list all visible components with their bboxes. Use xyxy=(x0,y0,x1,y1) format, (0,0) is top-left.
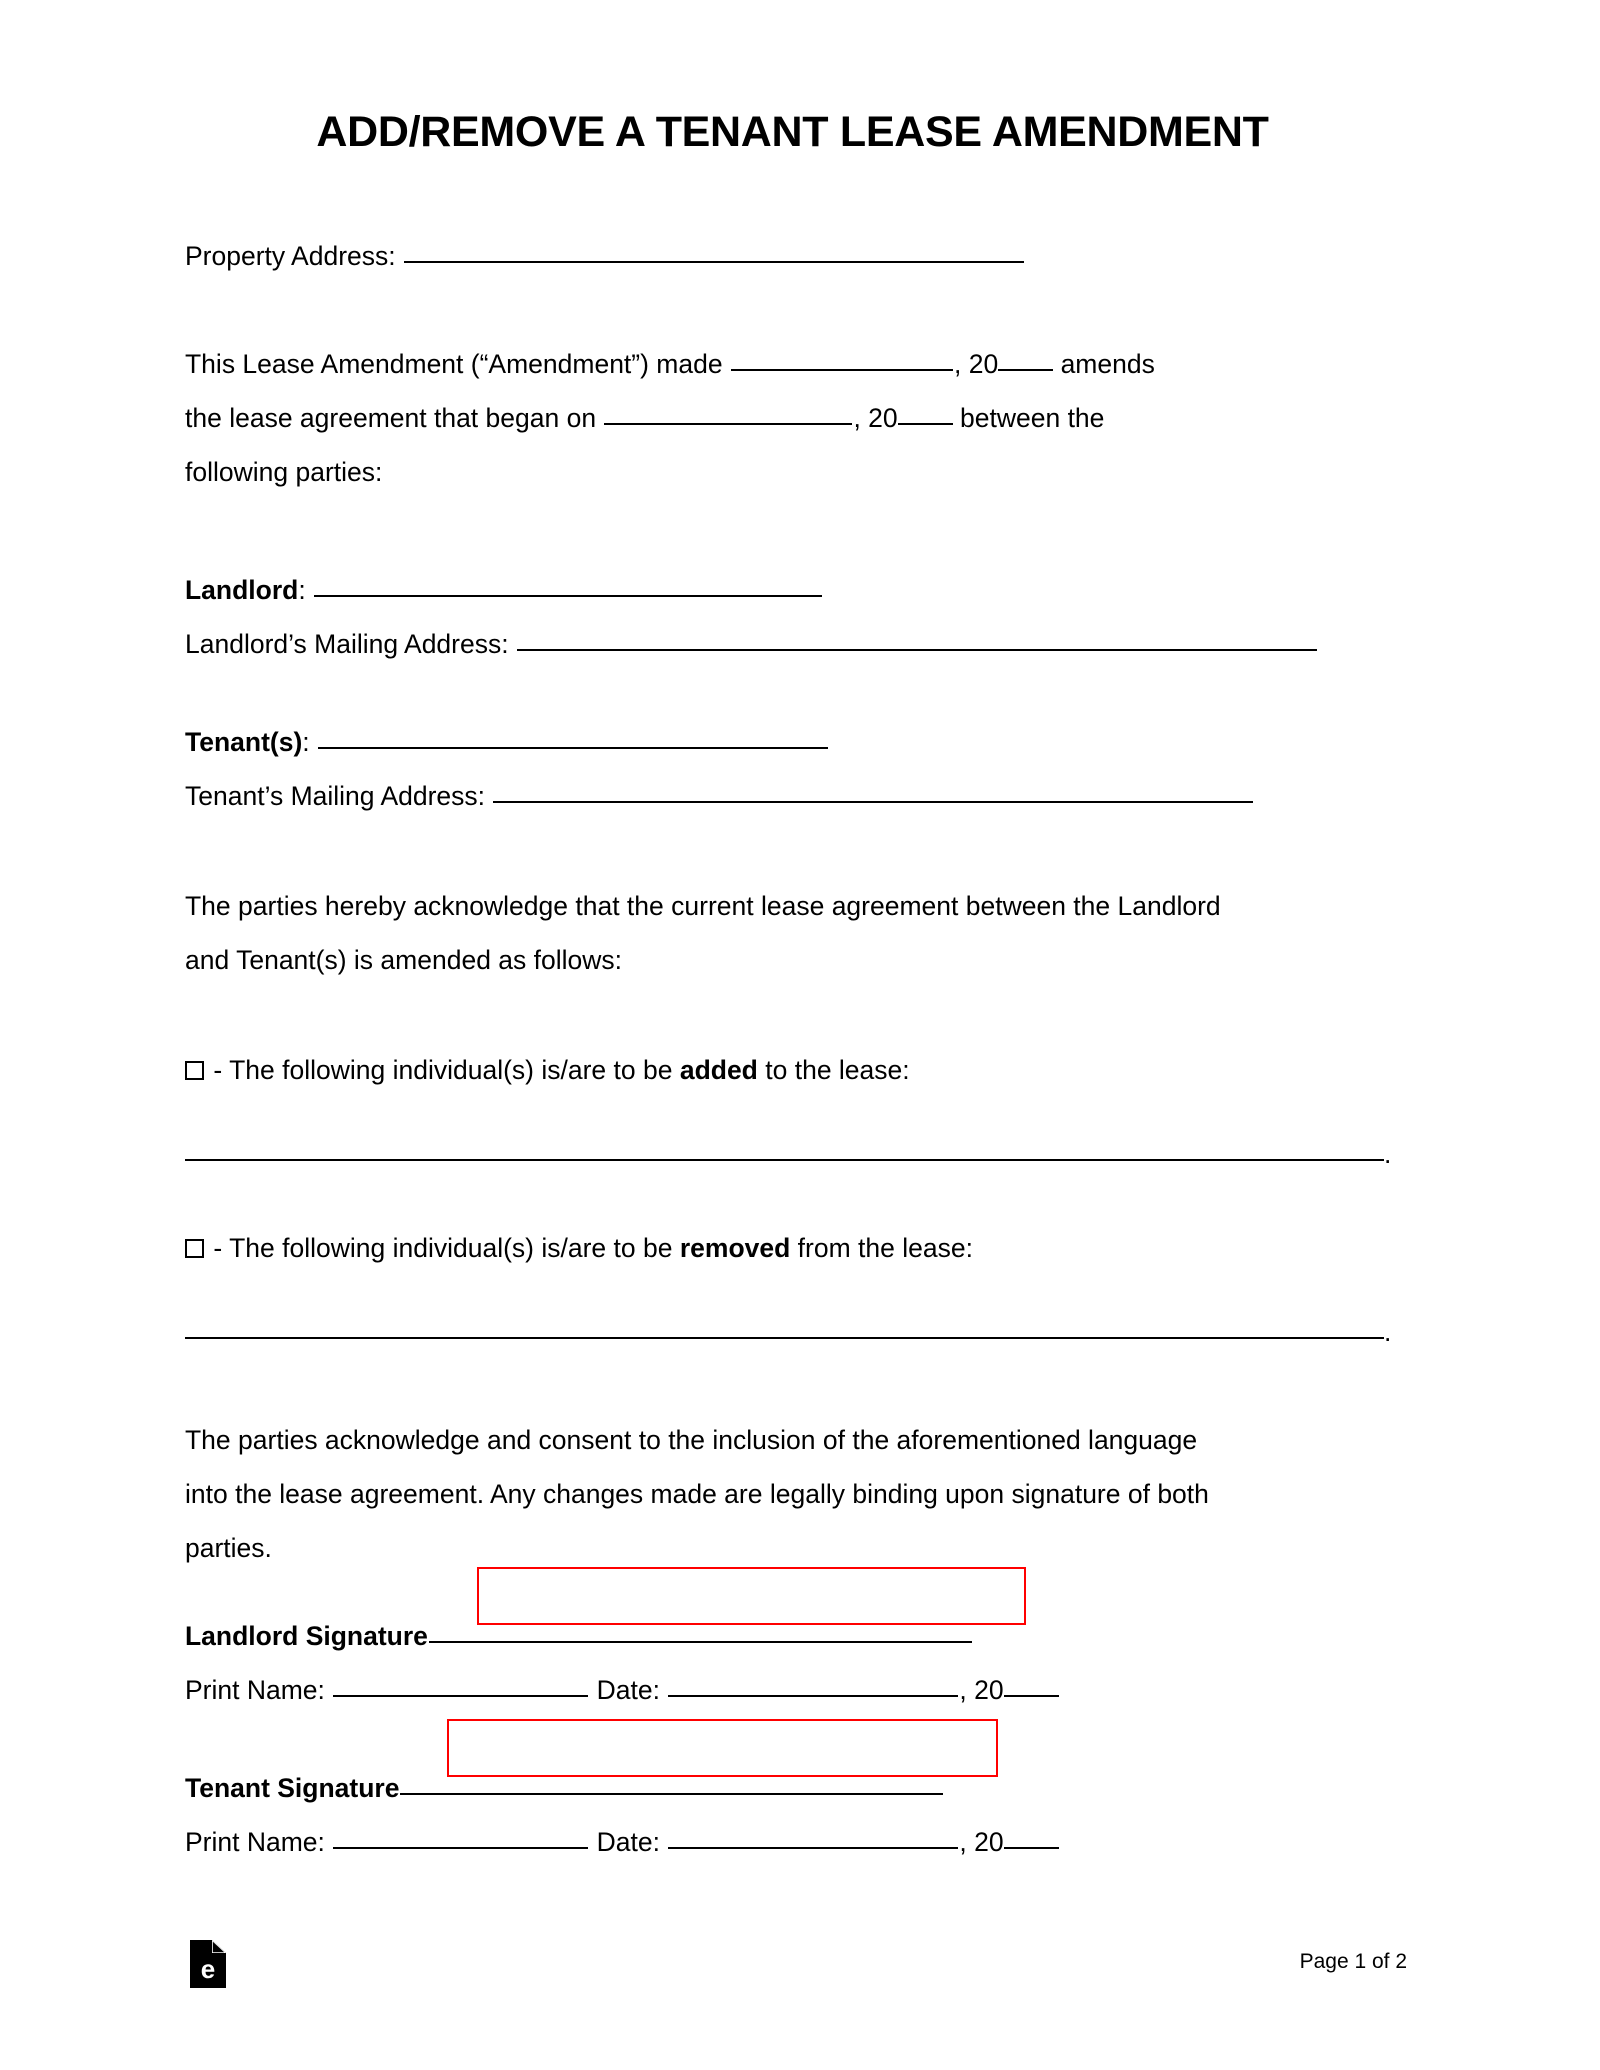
intro-line-2-text-b: , 20 xyxy=(853,403,898,434)
landlord-name-blank[interactable] xyxy=(314,575,822,597)
acknowledgement-line-1: The parties hereby acknowledge that the current lease agreement between the Landlord xyxy=(185,891,1221,922)
tenant-signature-field[interactable] xyxy=(447,1719,998,1777)
option-added-emphasis: added xyxy=(679,1055,758,1086)
landlord-row xyxy=(185,563,1400,617)
lease-start-year-blank[interactable] xyxy=(898,403,953,425)
option-added-fill-blank[interactable] xyxy=(185,1139,1384,1161)
option-removed-terminator: . xyxy=(1384,1317,1392,1348)
option-removed-emphasis: removed xyxy=(679,1233,791,1264)
landlord-print-date-row xyxy=(185,1663,1400,1717)
option-added-fill-row xyxy=(185,1127,1400,1181)
page-footer xyxy=(0,1920,1600,2070)
option-added-suffix: to the lease: xyxy=(765,1055,910,1086)
landlord-year-prefix: , 20 xyxy=(959,1675,1004,1706)
option-added-row xyxy=(185,1043,1400,1097)
acknowledgement-paragraph xyxy=(185,879,1400,987)
landlord-print-name-blank[interactable] xyxy=(333,1675,588,1697)
landlord-date-label: Date: xyxy=(596,1675,660,1706)
intro-line-3-text: following parties: xyxy=(185,457,383,488)
spacer xyxy=(185,823,1400,879)
intro-line-1-text-a: This Lease Amendment (“Amendment”) made xyxy=(185,349,723,380)
intro-paragraph xyxy=(185,337,1400,499)
eforms-logo-icon[interactable] xyxy=(190,1940,226,1988)
tenant-year-blank[interactable] xyxy=(1004,1827,1059,1849)
intro-line-2-text-c: between the xyxy=(960,403,1105,434)
landlord-colon: : xyxy=(298,575,306,606)
option-removed-row xyxy=(185,1221,1400,1275)
tenant-mailing-row xyxy=(185,769,1400,823)
tenant-print-name-blank[interactable] xyxy=(333,1827,588,1849)
property-address-blank[interactable] xyxy=(404,241,1024,263)
property-address-row xyxy=(185,229,1400,283)
tenant-signature-label: Tenant Signature xyxy=(185,1773,400,1804)
landlord-date-blank[interactable] xyxy=(668,1675,958,1697)
tenant-name-blank[interactable] xyxy=(318,727,828,749)
spacer xyxy=(185,1275,1400,1305)
page-title: ADD/REMOVE A TENANT LEASE AMENDMENT xyxy=(316,108,1269,156)
tenant-label: Tenant(s) xyxy=(185,727,303,758)
tenant-mailing-label: Tenant’s Mailing Address: xyxy=(185,781,486,812)
option-removed-prefix: - The following individual(s) is/are to be xyxy=(213,1233,673,1264)
spacer xyxy=(185,1359,1400,1413)
amendment-year-blank[interactable] xyxy=(998,349,1053,371)
intro-line-2 xyxy=(185,391,1400,445)
spacer xyxy=(185,499,1400,563)
landlord-print-name-label: Print Name: xyxy=(185,1675,325,1706)
consent-line-1: The parties acknowledge and consent to the inclusion of the aforementioned language xyxy=(185,1425,1198,1456)
landlord-year-blank[interactable] xyxy=(1004,1675,1059,1697)
spacer xyxy=(185,987,1400,1043)
landlord-mailing-blank[interactable] xyxy=(517,629,1317,651)
spacer xyxy=(185,1181,1400,1221)
landlord-mailing-label: Landlord’s Mailing Address: xyxy=(185,629,509,660)
tenant-mailing-blank[interactable] xyxy=(493,781,1253,803)
intro-line-2-text-a: the lease agreement that began on xyxy=(185,403,597,434)
page-number: Page 1 of 2 xyxy=(1299,1950,1407,1973)
tenant-date-blank[interactable] xyxy=(668,1827,958,1849)
landlord-label: Landlord xyxy=(185,575,299,606)
option-removed-fill-row xyxy=(185,1305,1400,1359)
lease-start-date-blank[interactable] xyxy=(604,403,852,425)
tenant-year-prefix: , 20 xyxy=(959,1827,1004,1858)
landlord-mailing-row xyxy=(185,617,1400,671)
consent-line-3: parties. xyxy=(185,1533,272,1564)
tenant-print-date-row xyxy=(185,1815,1400,1869)
intro-line-1-text-c: amends xyxy=(1060,349,1155,380)
tenant-date-label: Date: xyxy=(596,1827,660,1858)
spacer xyxy=(185,157,1400,229)
svg-text:e: e xyxy=(200,1954,216,1984)
amendment-date-blank[interactable] xyxy=(731,349,953,371)
acknowledgement-line-2: and Tenant(s) is amended as follows: xyxy=(185,945,623,976)
consent-line-2: into the lease agreement. Any changes made are legally binding upon signature of both xyxy=(185,1479,1209,1510)
property-address-label: Property Address: xyxy=(185,241,396,272)
landlord-signature-row xyxy=(185,1609,1400,1663)
spacer xyxy=(185,283,1400,337)
option-added-terminator: . xyxy=(1384,1139,1392,1170)
intro-line-1 xyxy=(185,337,1400,391)
intro-line-1-text-b: , 20 xyxy=(953,349,999,380)
checkbox-added[interactable] xyxy=(185,1061,204,1080)
tenant-colon: : xyxy=(302,727,310,758)
consent-paragraph xyxy=(185,1413,1400,1575)
document-content xyxy=(185,0,1400,1869)
tenant-signature-row xyxy=(185,1761,1400,1815)
landlord-signature-label: Landlord Signature xyxy=(185,1621,428,1652)
tenant-print-name-label: Print Name: xyxy=(185,1827,325,1858)
spacer xyxy=(185,1097,1400,1127)
landlord-signature-field[interactable] xyxy=(477,1567,1026,1625)
intro-line-3 xyxy=(185,445,1400,499)
option-removed-suffix: from the lease: xyxy=(797,1233,973,1264)
option-added-prefix: - The following individual(s) is/are to be xyxy=(213,1055,673,1086)
option-removed-fill-blank[interactable] xyxy=(185,1317,1384,1339)
tenant-row xyxy=(185,715,1400,769)
spacer xyxy=(185,671,1400,715)
checkbox-removed[interactable] xyxy=(185,1239,204,1258)
